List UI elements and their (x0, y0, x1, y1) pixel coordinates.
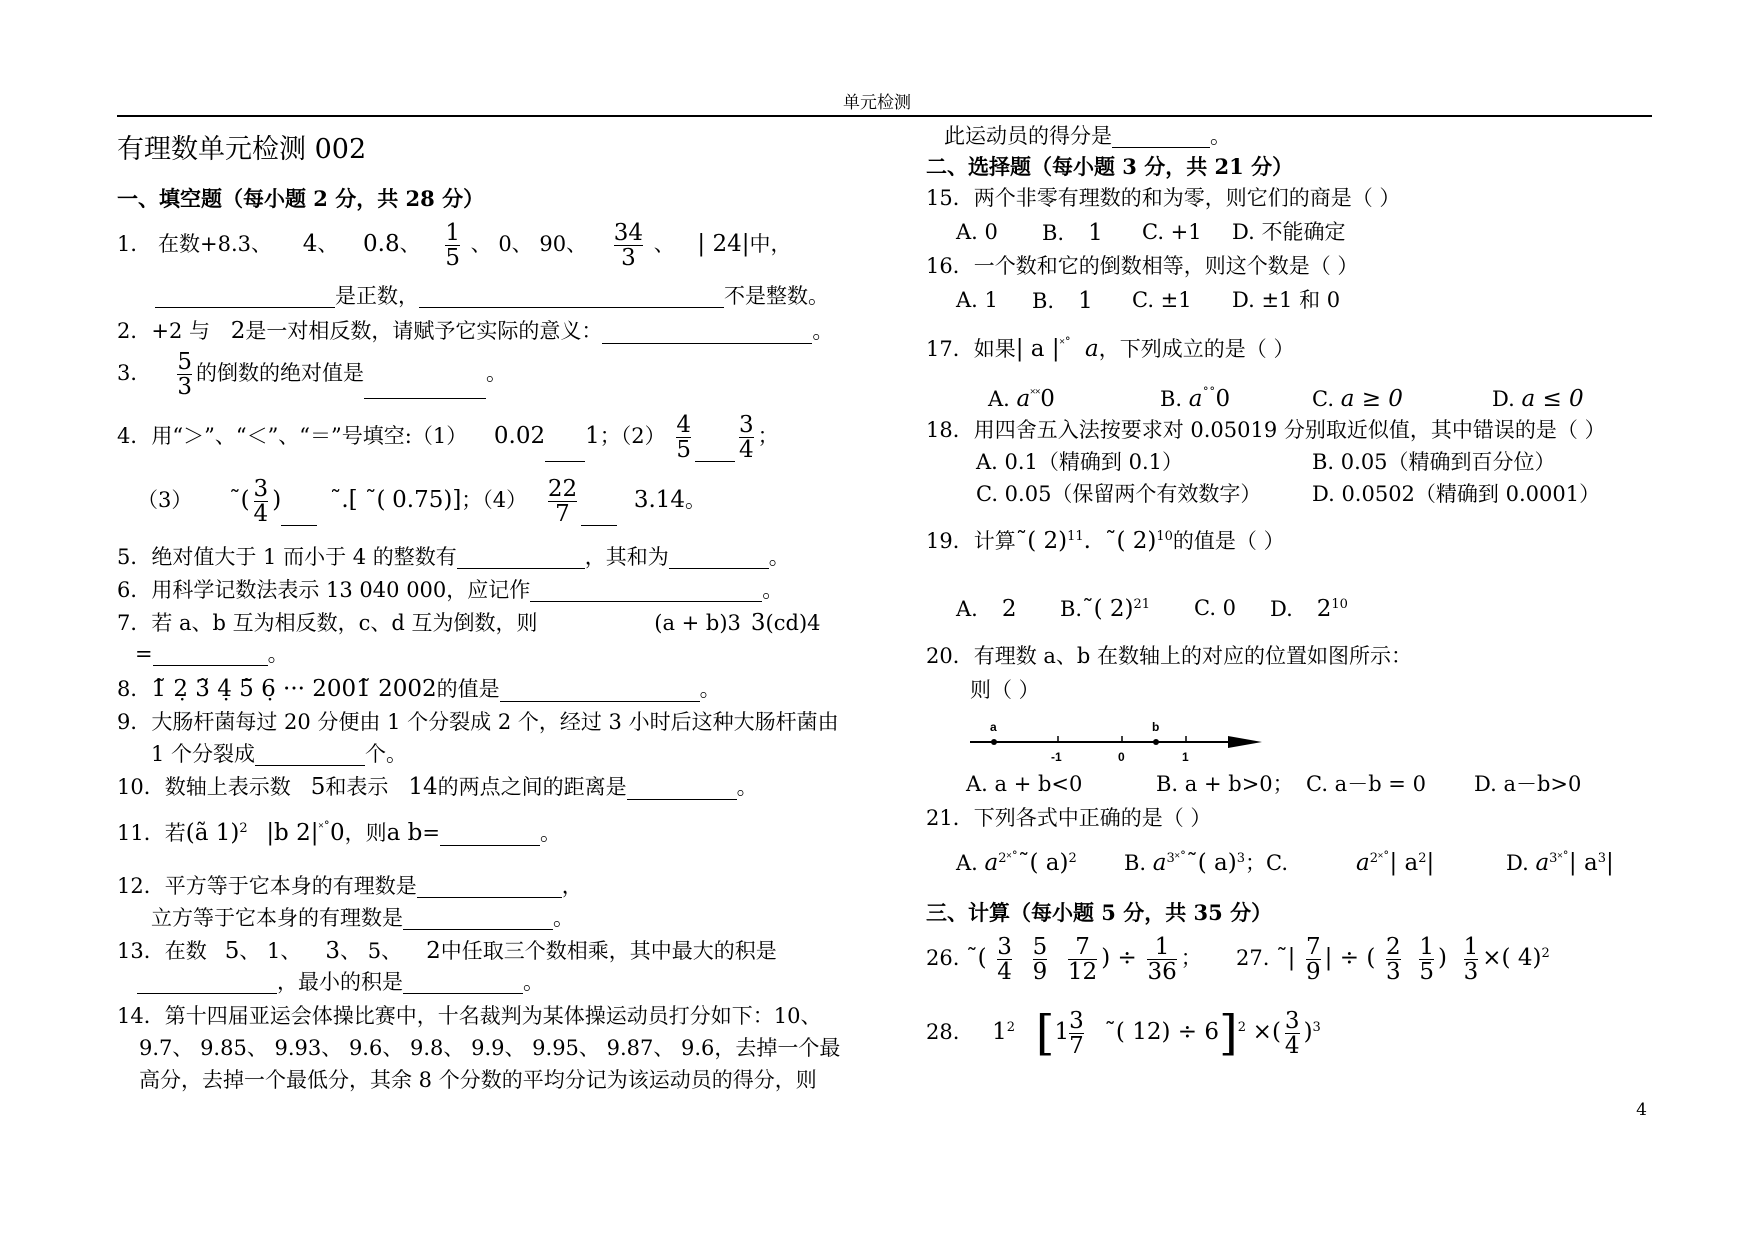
section-fill-heading: 一、填空题（每小题 2 分，共 28 分） (117, 186, 485, 211)
question-3: 3． $\frac{5}{3}$ 的倒数的绝对值是 。 (117, 349, 508, 401)
q18-option-c[interactable]: C. 0.05（保留两个有效数字） (976, 482, 1262, 506)
question-27: 27. ˜| $\frac{7}{9}$ | ÷ ( $\frac{2}{3}$ $\frac{1}{5}$ ) $\frac{1}{3}$ ×( 4)$^2$ (1236, 934, 1550, 986)
answer-blank[interactable] (1112, 129, 1210, 148)
question-16: 16．一个数和它的倒数相等，则这个数是（ ） (926, 254, 1359, 278)
tick-zero: 0 (1118, 750, 1125, 764)
answer-blank[interactable] (153, 647, 268, 666)
point-b (1153, 739, 1159, 745)
answer-blank[interactable] (137, 975, 277, 994)
number-line-figure (966, 715, 1266, 765)
q20-option-c[interactable]: C. a－b = 0 (1306, 772, 1426, 796)
question-4-line2: （3） ˜( $\frac{3}{4}$ ) ˜.[ ˜( 0.75)]；（4） $\frac{22}{7}$ 3.14。 (137, 476, 707, 528)
question-20-then: 则（ ） (970, 678, 1040, 702)
q21-option-d[interactable]: D. $a^{3˟˚}|$ $a^3|$ (1506, 850, 1614, 876)
question-14-line3: 高分，去掉一个最低分，其余 8 个分数的平均分记为该运动员的得分，则 (139, 1068, 817, 1092)
q21-option-b[interactable]: B. $a^{3˟˚}˜$( a)$^3$；C. (1124, 850, 1289, 876)
question-21: 21．下列各式中正确的是（ ） (926, 806, 1212, 830)
running-header: 单元检测 (843, 93, 911, 113)
question-18: 18．用四舍五入法按要求对 0.05019 分别取近似值，其中错误的是（ ） (926, 418, 1606, 442)
answer-blank[interactable] (669, 550, 769, 569)
q19-option-b[interactable]: B.˜( 2)$^{21}$ (1060, 596, 1151, 622)
question-10: 10．数轴上表示数 5和表示 14的两点之间的距离是 。 (117, 774, 758, 800)
question-5: 5．绝对值大于 1 而小于 4 的整数有 ，其和为 。 (117, 545, 790, 569)
question-14-line4: 此运动员的得分是 。 (944, 124, 1231, 148)
point-a (991, 739, 997, 745)
question-12: 12．平方等于它本身的有理数是 ， (117, 874, 583, 898)
question-7-line2: = 。 (135, 642, 289, 666)
answer-blank[interactable] (255, 747, 365, 766)
answer-blank[interactable] (627, 781, 737, 800)
question-4: 4．用“＞”、“＜”、“＝”号填空:（1） 0.02 1；（2） $\frac{4}{5}$ $\frac{3}{4}$ ； (117, 412, 779, 464)
question-6: 6．用科学记数法表示 13 040 000，应记作 。 (117, 578, 784, 602)
answer-blank[interactable] (545, 443, 585, 462)
answer-blank[interactable] (419, 289, 724, 308)
q19-option-d[interactable]: D. $2^{10}$ (1270, 596, 1348, 622)
tick-one: 1 (1182, 750, 1189, 764)
question-26: 26. ˜( $\frac{3}{4}$ $\frac{5}{9}$ $\frac{7}{12}$ ) ÷ $\frac{1}{36}$ ； (926, 934, 1202, 986)
answer-blank[interactable] (281, 507, 317, 526)
q15-option-b[interactable]: B. 1 (1042, 220, 1103, 246)
section-calc-heading: 三、计算（每小题 5 分，共 35 分） (926, 900, 1273, 925)
q20-option-a[interactable]: A. a + b<0 (966, 772, 1083, 796)
q21-option-c[interactable]: $a^{2˟˚}|$ $a^2|$ (1356, 850, 1435, 876)
q16-option-c[interactable]: C. ±1 (1132, 288, 1192, 312)
number-line-arrow (1228, 736, 1262, 748)
question-20: 20．有理数 a、b 在数轴上的对应的位置如图所示： (926, 644, 1413, 668)
answer-blank[interactable] (440, 827, 540, 846)
question-2: 2．+2 与 2是一对相反数，请赋予它实际的意义： 。 (117, 318, 834, 344)
answer-blank[interactable] (602, 325, 812, 344)
q18-option-d[interactable]: D. 0.0502（精确到 0.0001） (1312, 482, 1601, 506)
question-17: 17．如果| a |˟˚ a，下列成立的是（ ） (926, 336, 1295, 362)
question-7: 7．若 a、b 互为相反数，c、d 互为倒数，则 (a + b)3 3(cd)4 (117, 610, 821, 636)
q17-option-a[interactable]: A. a˟˟0 (988, 386, 1055, 412)
page-number: 4 (1636, 1100, 1647, 1120)
question-19: 19．计算˜( 2)$^{11}$. ˜( 2)$^{10}$的值是（ ） (926, 528, 1285, 554)
q17-option-d[interactable]: D. a ≤ 0 (1492, 386, 1584, 412)
answer-blank[interactable] (417, 879, 562, 898)
q16-option-d[interactable]: D. ±1 和 0 (1232, 288, 1341, 312)
answer-blank[interactable] (155, 289, 335, 308)
question-9: 9．大肠杆菌每过 20 分便由 1 个分裂成 2 个，经过 3 小时后这种大肠杆菌由 (117, 710, 839, 734)
q20-option-b[interactable]: B. a + b>0； (1156, 772, 1294, 796)
question-1: 1． 在数+8.3、 4、 0.8、 $\frac{1}{5}$ 、 0、 90、 $\frac{34}{3}$ 、 | 24|中， (117, 220, 792, 272)
question-28: 28. $1^2$ [1 $\frac{3}{7}$ ˜( 12) ÷ 6]$^2$ ×( $\frac{3}{4}$ )$^3$ (926, 1005, 1321, 1061)
question-9-line2: 1 个分裂成 个。 (151, 742, 408, 766)
tick-minus-one: -1 (1051, 750, 1062, 764)
q16-option-b[interactable]: B. 1 (1032, 288, 1093, 314)
q15-option-c[interactable]: C. +1 (1142, 220, 1202, 244)
q21-option-a[interactable]: A. $a^{2˟˚}˜$( a)$^2$ (956, 850, 1077, 876)
answer-blank[interactable] (457, 550, 585, 569)
q17-option-c[interactable]: C. a ≥ 0 (1312, 386, 1403, 412)
label-a: a (990, 720, 997, 734)
question-15: 15．两个非零有理数的和为零，则它们的商是（ ） (926, 186, 1401, 210)
q15-option-d[interactable]: D. 不能确定 (1232, 220, 1346, 244)
answer-blank[interactable] (581, 507, 617, 526)
fraction: $\frac{1}{5}$ (445, 220, 460, 272)
q17-option-b[interactable]: B. a˚˚0 (1160, 386, 1231, 412)
header-rule (117, 115, 1652, 117)
question-14-line2: 9.7、 9.85、 9.93、 9.6、 9.8、 9.9、 9.95、 9.87、 9.6，去掉一个最 (139, 1036, 841, 1060)
q20-option-d[interactable]: D. a－b>0 (1474, 772, 1582, 796)
q19-option-a[interactable]: A. 2 (956, 596, 1017, 622)
question-14-line1: 14．第十四届亚运会体操比赛中，十名裁判为某体操运动员打分如下：10、 (117, 1004, 822, 1028)
fraction: $\frac{34}{3}$ (613, 220, 644, 272)
exam-title: 有理数单元检测 002 (117, 134, 367, 165)
question-11: 11．若(ã 1)$^2$ |b 2|˟˚0，则a b= 。 (117, 820, 561, 846)
answer-blank[interactable] (695, 443, 735, 462)
question-13: 13．在数 5、 1、 3、 5、 2中任取三个数相乘，其中最大的积是 (117, 938, 777, 964)
label-b: b (1152, 720, 1160, 734)
question-13-line2: ，最小的积是 。 (137, 971, 544, 994)
q18-option-b[interactable]: B. 0.05（精确到百分位） (1312, 450, 1556, 474)
answer-blank[interactable] (530, 583, 762, 602)
q18-option-a[interactable]: A. 0.1（精确到 0.1） (976, 450, 1183, 474)
question-8: 8．1̃ 2̣ 3̃ 4̣ 5̃ 6̣ ··· 2001̃ 2002的值是 。 (117, 676, 721, 702)
q16-option-a[interactable]: A. 1 (956, 288, 998, 312)
section-choice-heading: 二、选择题（每小题 3 分，共 21 分） (926, 154, 1294, 179)
q19-option-c[interactable]: C. 0 (1194, 596, 1237, 620)
answer-blank[interactable] (403, 975, 523, 994)
question-1-line2: 是正数， 不是整数。 (155, 285, 829, 308)
q15-option-a[interactable]: A. 0 (956, 220, 998, 244)
answer-blank[interactable] (364, 380, 486, 399)
question-12-line2: 立方等于它本身的有理数是 。 (151, 906, 574, 930)
answer-blank[interactable] (500, 683, 700, 702)
answer-blank[interactable] (403, 911, 553, 930)
